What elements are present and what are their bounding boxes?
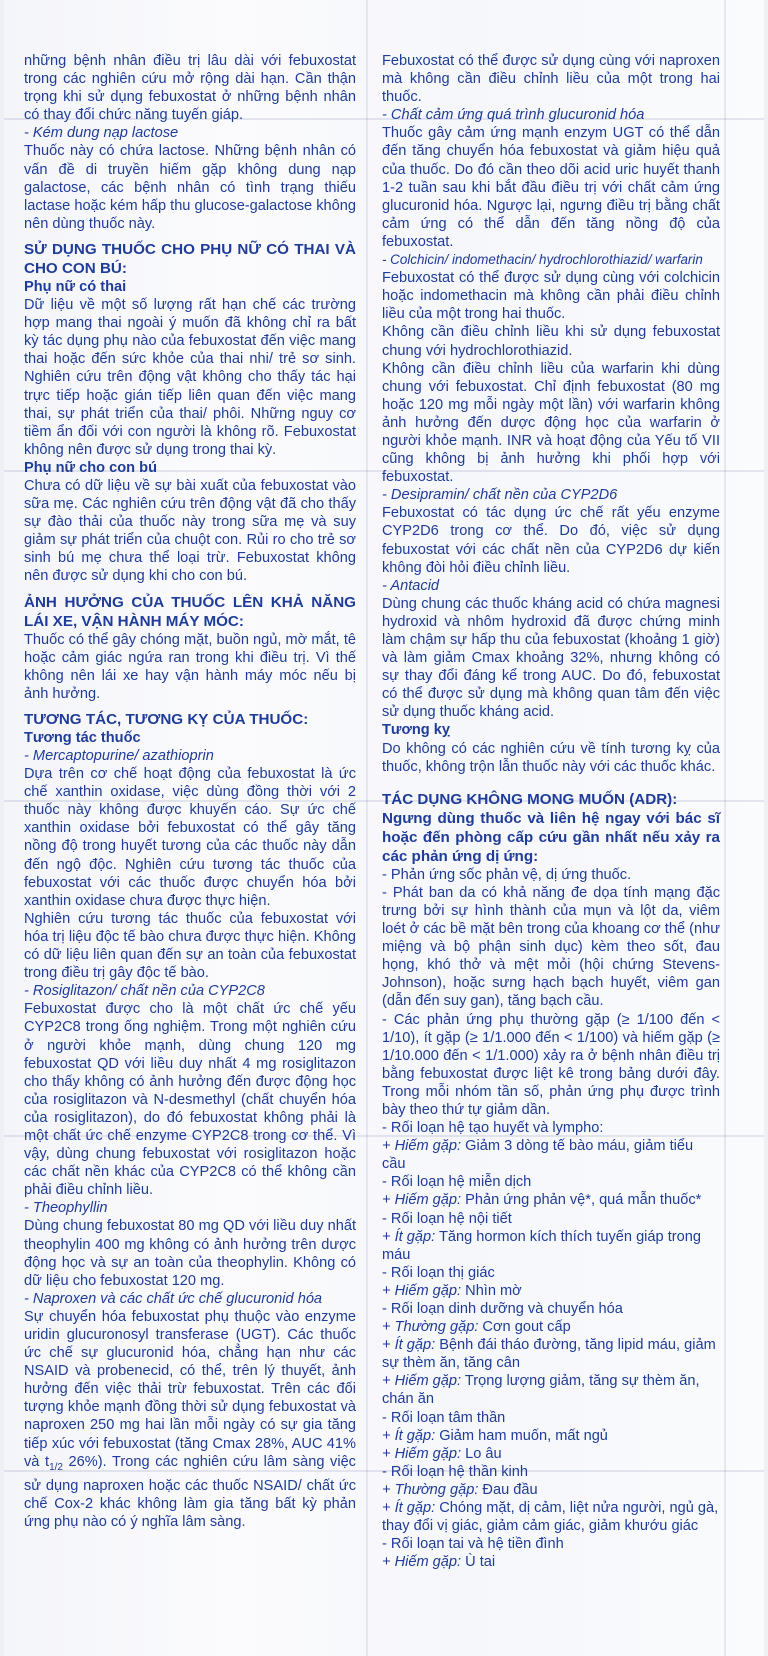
antacid-title: - Antacid — [382, 577, 440, 594]
adr-category: - Rối loạn hệ tạo huyết và lympho: — [382, 1120, 604, 1137]
mercaptopurine-text-1: Dựa trên cơ chế hoạt động của febuxostat là ức chế xanthin oxidase, việc dùng đồng thời với 2 thuốc này không được khuyến cáo. Sự ức chế xanthin oxidase bởi febuxostat có thể gây tăng nồng độ trong huyết tương của các thuốc này dẫn đến ngộ độc. Nghiên cứu tương tác thuốc của febuxostat với các thuốc được chuyển hóa bởi xanthin oxidase chưa được thực hiện. — [24, 766, 356, 909]
rosiglitazon-title: - Rosiglitazon/ chất nền của CYP2C8 — [24, 983, 265, 1000]
adr-bullet-2: - Phát ban da có khả năng đe dọa tính mạng đặc trưng bởi sự hình thành của mụn và lột da, viêm loét ở các bề mặt bên trong của khoang cơ thể (như miệng và bộ phận sinh dục) kèm theo sốt, đau họng, khó thở và mệt mỏi (hội chứng Stevens-Johnson), hoặc sưng hạch bạch huyết, viêm gan (dẫn đến suy gan), tăng bạch cầu. — [382, 884, 721, 1010]
breastfeeding-text: Chưa có dữ liệu về sự bài xuất của febuxostat vào sữa mẹ. Các nghiên cứu trên động vật đã cho thấy sự đào thải của thuốc này trong sữa mẹ và suy giảm sự phát triển của chuột con. Rủi ro cho trẻ sơ sinh bú mẹ chưa thể loại trừ. Febuxostat không nên được sử dụng khi cho con bú. — [24, 477, 356, 585]
adr-item — [382, 1427, 720, 1445]
adr-category: - Rối loạn hệ thần kinh — [382, 1463, 529, 1480]
adr-item — [382, 1336, 720, 1372]
mercaptopurine-text-2: Nghiên cứu tương tác thuốc của febuxostat với hóa trị liệu độc tế bào chưa được thực hiện. Không có dữ liệu liên quan đến sự an toàn của febuxostat trong điều trị gây độc tế bào. — [24, 910, 356, 982]
incompatibility-subheading: Tương kỵ — [382, 722, 450, 739]
adr-item — [382, 1445, 720, 1463]
adr-item — [382, 1191, 720, 1209]
adr-category: - Rối loạn dinh dưỡng và chuyển hóa — [382, 1301, 623, 1317]
adr-item — [382, 1318, 720, 1336]
colchicin-text-2: Không cần điều chỉnh liều khi sử dụng febuxostat chung với hydrochlorothiazid. — [382, 324, 720, 359]
adr-frequency: + Thường gặp: — [382, 1319, 479, 1336]
pregnant-subheading: Phụ nữ có thai — [24, 278, 127, 295]
adr-frequency: + Ít gặp: — [382, 1337, 436, 1354]
adr-frequency: + Thường gặp: — [382, 1481, 479, 1498]
adr-category: - Rối loạn hệ nội tiết — [382, 1210, 512, 1227]
adr-bullet-3: - Các phản ứng phụ thường gặp (≥ 1/100 đến < 1/10), ít gặp (≥ 1/1.000 đến < 1/100) và hiếm gặp (≥ 1/10.000 đến < 1/1.000) xảy ra ở bệnh nhân điều trị bằng febuxostat được liệt kê trong bảng dưới đây. Trong mỗi nhóm tần số, phản ứng phụ được trình bày theo thứ tự giảm dần. — [382, 1011, 720, 1118]
theophyllin-text: Dùng chung febuxostat 80 mg QD với liều duy nhất theophylin 400 mg không có ảnh hưởng trên dược động học và sự an toàn của theophylin. Không có dữ liệu cho febuxostat 120 mg. — [24, 1218, 356, 1289]
desipramin-title: - Desipramin/ chất nền của CYP2D6 — [382, 487, 618, 504]
right-column — [382, 52, 720, 1571]
adr-frequency: + Hiếm gặp: — [382, 1373, 462, 1390]
colchicin-title: - Colchicin/ indomethacin/ hydrochlorothiazid/ warfarin — [382, 252, 703, 268]
adr-list — [382, 1119, 720, 1571]
adr-item-text: Tăng hormon kích thích tuyến giáp trong máu — [382, 1228, 701, 1263]
interaction-subheading: Tương tác thuốc — [24, 729, 141, 746]
lactose-text: Thuốc này có chứa lactose. Những bệnh nhân có vấn đề di truyền hiếm gặp không dung nạp galactose, các bệnh nhân có tình trạng thiếu lactase hoặc kém hấp thu glucose-galactose không nên dùng thuốc này. — [24, 143, 356, 232]
adr-item-text: Đau đầu — [478, 1481, 538, 1498]
adr-bullet-1: - Phản ứng sốc phản vệ, dị ứng thuốc. — [382, 866, 632, 883]
adr-frequency: + Ít gặp: — [382, 1500, 436, 1517]
adr-frequency: + Hiếm gặp: — [382, 1192, 462, 1209]
adr-item — [382, 1228, 720, 1264]
pregnancy-heading: SỬ DỤNG THUỐC CHO PHỤ NỮ CÓ THAI VÀ CHO CON BÚ: — [24, 240, 356, 277]
adr-heading: TÁC DỤNG KHÔNG MONG MUỐN (ADR): — [382, 790, 678, 808]
lactose-title: - Kém dung nạp lactose — [24, 125, 179, 142]
naproxen-text-a: Sự chuyển hóa febuxostat phụ thuộc vào enzyme uridin glucuronosyl transferase (UGT). Các thuốc ức chế sự glucuronid hóa, chẳng hạn như các NSAID và probenecid, có thể, trên lý thuyết, ảnh hưởng đến việc thải trừ febuxostat. Trên các đối tượng khỏe mạnh đồng thời sử dụng febuxostat và naproxen 250 mg hai lần mỗi ngày có sự gia tăng tiếp xúc với febuxostat (tăng Cmax 28%, AUC 41% và t — [24, 1308, 356, 1470]
adr-category: - Rối loạn tâm thần — [382, 1409, 506, 1426]
pregnant-text: Dữ liệu về một số lượng rất hạn chế các trường hợp mang thai ngoài ý muốn đã không chỉ ra bất kỳ tác dụng phụ nào của febuxostat đến việc mang thai hoặc đến sức khỏe của thai nhi/ trẻ sơ sinh. Nghiên cứu trên động vật không cho thấy tác hại trực tiếp hoặc gián tiếp liên quan đến việc mang thai, sự phát triển của thai/ phôi. Những nguy cơ tiềm ẩn đối với con người là không rõ. Febuxostat không nên được sử dụng trong thai kỳ. — [24, 297, 356, 458]
adr-item — [382, 1553, 720, 1571]
inducer-text: Thuốc gây cảm ứng mạnh enzym UGT có thể dẫn đến tăng chuyển hóa febuxostat và giảm hiệu quả của thuốc. Do đó cần theo dõi acid uric huyết thanh 1-2 tuần sau khi bắt đầu điều trị với chất cảm ứng glucuronid hóa. Ngược lại, ngưng điều trị bằng chất cảm ứng có thể dẫn đến tăng nồng độ của febuxostat. — [382, 125, 720, 250]
half-life-subscript: 1/2 — [49, 1461, 63, 1473]
breastfeeding-subheading: Phụ nữ cho con bú — [24, 459, 157, 476]
leaflet-sheet — [4, 0, 764, 1656]
mercaptopurine-title: - Mercaptopurine/ azathioprin — [24, 748, 214, 764]
adr-item — [382, 1481, 720, 1499]
adr-item-text: Bệnh đái tháo đường, tăng lipid máu, giảm sự thèm ăn, tăng cân — [382, 1337, 716, 1372]
adr-frequency: + Hiếm gặp: — [382, 1445, 462, 1462]
desipramin-text: Febuxostat có tác dụng ức chế rất yếu enzyme CYP2D6 trong cơ thể. Do đó, việc sử dụng febuxostat với các chất nền của CYP2D6 dự kiến không đòi hỏi điều chỉnh liều. — [382, 505, 720, 576]
adr-item-text: Chóng mặt, dị cảm, liệt nửa người, ngủ gà, thay đổi vị giác, giảm cảm giác, giảm khướu giác — [382, 1500, 719, 1535]
adr-item-text: Ù tai — [461, 1554, 496, 1571]
interaction-heading: TƯƠNG TÁC, TƯƠNG KỴ CỦA THUỐC: — [24, 710, 309, 728]
inducer-title: - Chất cảm ứng quá trình glucuronid hóa — [382, 107, 645, 124]
adr-item-text: Giảm ham muốn, mất ngủ — [435, 1427, 608, 1444]
adr-item-text: Trọng lượng giảm, tăng sự thèm ăn, chán ăn — [382, 1373, 700, 1408]
adr-category: - Rối loạn tai và hệ tiền đình — [382, 1536, 564, 1553]
adr-item-text: Giảm 3 dòng tế bào máu, giảm tiểu cầu — [382, 1138, 694, 1173]
theophyllin-title: - Theophyllin — [24, 1200, 108, 1217]
naproxen-continued: Febuxostat có thể được sử dụng cùng với naproxen mà không cần điều chỉnh liều của một trong hai thuốc. — [382, 53, 720, 106]
adr-item — [382, 1282, 720, 1300]
colchicin-text-3: Không cần điều chỉnh liều của warfarin khi dùng chung với febuxostat. Chỉ định febuxostat (80 mg hoặc 120 mg mỗi ngày một lần) với warfarin không ảnh hưởng đến dược động học của warfarin ở người khỏe mạnh. INR và hoạt động của Yếu tố VII cũng không bị ảnh hưởng khi phối hợp với febuxostat. — [382, 360, 720, 486]
intro-paragraph: những bệnh nhân điều trị lâu dài với febuxostat trong các nghiên cứu mở rộng dài hạn. Cần thận trọng khi sử dụng febuxostat ở những bệnh nhân có thay đổi chức năng tuyến giáp. — [24, 53, 356, 124]
naproxen-text-b: 26%). Trong các nghiên cứu lâm sàng việc sử dụng naproxen hoặc các thuốc NSAID/ chất ức chế Cox-2 khác không làm gia tăng bất kỳ phản ứng phụ nào có ý nghĩa lâm sàng. — [24, 1453, 356, 1530]
adr-frequency: + Hiếm gặp: — [382, 1282, 462, 1299]
adr-item-text: Cơn gout cấp — [478, 1319, 571, 1336]
adr-warning: Ngưng dùng thuốc và liên hệ ngay với bác sĩ hoặc đến phòng cấp cứu gần nhất nếu xảy ra các phản ứng dị ứng: — [382, 809, 720, 865]
adr-item — [382, 1499, 720, 1535]
left-column — [24, 52, 356, 1531]
adr-category: - Rối loạn thị giác — [382, 1264, 495, 1281]
rosiglitazon-text: Febuxostat được cho là một chất ức chế yếu CYP2C8 trong ống nghiệm. Trong một nghiên cứu ở người khỏe mạnh, dùng chung 120 mg febuxostat QD với liều duy nhất 4 mg rosiglitazon cho thấy không có ảnh hưởng đến được động học của rosiglitazon và N-desmethyl (chất chuyển hóa của rosiglitazon), do đó febuxostat không phải là một chất ức chế enzyme CYP2C8 trong cơ thể. Vì vậy, dùng chung febuxostat với rosiglitazon hoặc các chất nền khác của CYP2C8 có thể không cần phải điều chỉnh liều. — [24, 1001, 356, 1199]
adr-frequency: + Hiếm gặp: — [382, 1554, 462, 1571]
adr-frequency: + Ít gặp: — [382, 1427, 436, 1444]
colchicin-text-1: Febuxostat có thể được sử dụng cùng với colchicin hoặc indomethacin mà không cần phải điều chỉnh liều của một trong hai thuốc. — [382, 270, 720, 323]
adr-item — [382, 1372, 720, 1408]
adr-item-text: Nhìn mờ — [461, 1282, 522, 1299]
adr-category: - Rối loạn hệ miễn dịch — [382, 1174, 532, 1191]
adr-frequency: + Ít gặp: — [382, 1228, 436, 1245]
naproxen-text — [24, 1308, 356, 1531]
naproxen-title: - Naproxen và các chất ức chế glucuronid hóa — [24, 1290, 323, 1307]
adr-frequency: + Hiếm gặp: — [382, 1138, 462, 1155]
driving-text: Thuốc có thể gây chóng mặt, buồn ngủ, mờ mắt, tê hoặc cảm giác ngứa ran trong khi điều trị. Vì thế không nên lái xe hay vận hành máy móc nếu bị ảnh hưởng. — [24, 631, 356, 702]
adr-item-text: Phản ứng phản vệ*, quá mẫn thuốc* — [461, 1192, 702, 1209]
adr-item — [382, 1137, 720, 1173]
incompatibility-text: Do không có các nghiên cứu về tính tương kỵ của thuốc, không trộn lẫn thuốc này với các thuốc khác. — [382, 740, 720, 775]
antacid-text: Dùng chung các thuốc kháng acid có chứa magnesi hydroxid và nhôm hydroxid đã được chứng minh làm chậm sự hấp thu của febuxostat (khoảng 1 giờ) và làm giảm Cmax khoảng 32%, nhưng không có sự thay đổi đáng kể trong AUC. Do đó, febuxostat có thể được sử dụng mà không quan tâm đến việc sử dụng thuốc kháng acid. — [382, 595, 720, 721]
adr-item-text: Lo âu — [461, 1445, 502, 1462]
driving-heading: ẢNH HƯỞNG CỦA THUỐC LÊN KHẢ NĂNG LÁI XE, VẬN HÀNH MÁY MÓC: — [24, 593, 356, 630]
